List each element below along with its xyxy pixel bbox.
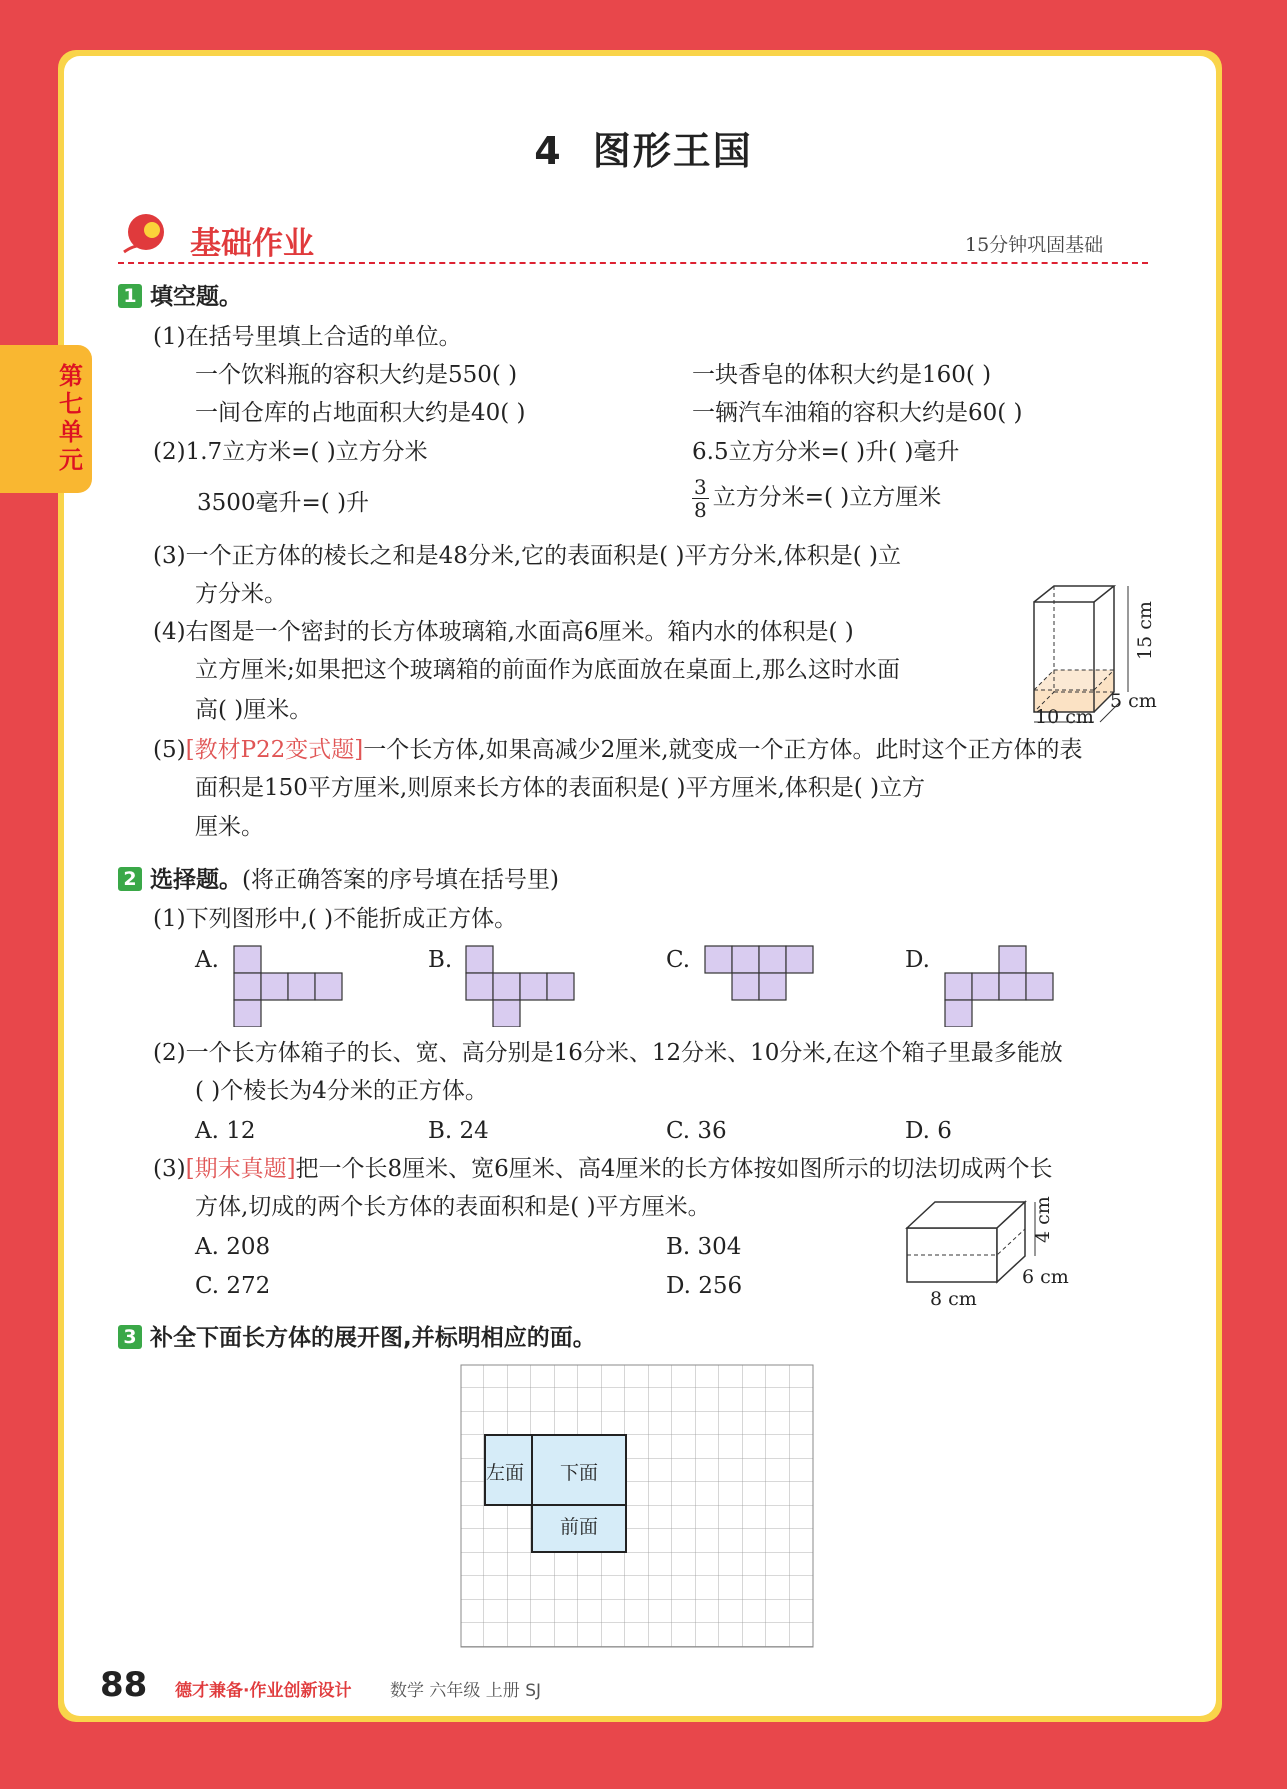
q2-p3-opt-a: A. 208	[195, 1234, 271, 1260]
q2-p3-opt-b: B. 304	[666, 1234, 742, 1260]
net-c	[704, 945, 816, 1001]
q2-opt-a: A.	[195, 947, 219, 973]
q2-opt-c: C.	[666, 947, 691, 973]
q2-p2-opt-a: A. 12	[195, 1118, 256, 1144]
q2-p3-tag: [期末真题]	[185, 1156, 296, 1182]
q1-p3-b: 方分米。	[195, 581, 287, 607]
q2-opt-b: B.	[428, 947, 453, 973]
q1-p1-c: 一间仓库的占地面积大约是40( )	[195, 400, 526, 426]
box-depth-label: 5 cm	[1110, 690, 1157, 712]
q1-p4-c: 高( )厘米。	[195, 697, 313, 723]
fraction-denominator: 8	[694, 498, 707, 522]
cube-depth-label: 6 cm	[1022, 1266, 1069, 1288]
q1-p1-a: 一个饮料瓶的容积大约是550( )	[195, 362, 518, 388]
q2-p3-prefix: (3)	[153, 1156, 186, 1182]
q1-p4-b: 立方厘米;如果把这个玻璃箱的前面作为底面放在桌面上,那么这时水面	[195, 657, 901, 683]
net-b	[465, 945, 577, 1027]
q2-p2-opt-b: B. 24	[428, 1118, 489, 1144]
cube-height-label: 4 cm	[1032, 1196, 1054, 1243]
q2-p3-b: 方体,切成的两个长方体的表面积和是( )平方厘米。	[195, 1194, 711, 1220]
fraction	[692, 476, 709, 521]
q2-p2-b: ( )个棱长为4分米的正方体。	[195, 1078, 488, 1104]
face-left-label: 左面	[486, 1462, 525, 1484]
unit-tab-label: 第七单元	[59, 362, 83, 474]
q1-p3-a: (3)一个正方体的棱长之和是48分米,它的表面积是( )平方分米,体积是( )立	[153, 543, 901, 569]
q1-p5-a	[153, 735, 1083, 765]
q1-p4-a: (4)右图是一个密封的长方体玻璃箱,水面高6厘米。箱内水的体积是( )	[153, 619, 854, 645]
q2-opt-d: D.	[905, 947, 930, 973]
bulb-icon	[118, 208, 178, 258]
q2-head-note: (将正确答案的序号填在括号里)	[242, 867, 559, 893]
q1-p5-tag: [教材P22变式题]	[185, 737, 364, 763]
q2-p2-opt-c: C. 36	[666, 1118, 727, 1144]
net-a	[233, 945, 345, 1027]
section-divider	[118, 262, 1148, 264]
q3-badge: 3	[118, 1325, 142, 1349]
page-number: 88	[100, 1665, 148, 1705]
q2-p3-a	[153, 1154, 1052, 1184]
q1-p2-b: 6.5立方分米=( )升( )毫升	[692, 439, 960, 465]
box-width-label: 10 cm	[1035, 706, 1094, 728]
q1-heading	[118, 282, 242, 312]
q1-p1-d: 一辆汽车油箱的容积大约是60( )	[692, 400, 1023, 426]
q2-p3-text: 把一个长8厘米、宽6厘米、高4厘米的长方体按如图所示的切法切成两个长	[295, 1156, 1053, 1182]
fraction-numerator: 3	[694, 475, 707, 499]
face-bottom-label: 下面	[560, 1462, 599, 1484]
cube-width-label: 8 cm	[930, 1288, 977, 1310]
q2-head: 选择题。	[150, 867, 242, 893]
grid-paper	[460, 1364, 817, 1649]
q1-badge: 1	[118, 284, 142, 308]
q1-p1-b: 一块香皂的体积大约是160( )	[692, 362, 992, 388]
section-title: 基础作业	[190, 226, 314, 262]
page-title	[0, 120, 1287, 175]
q2-p2-a: (2)一个长方体箱子的长、宽、高分别是16分米、12分米、10分米,在这个箱子里最多能放	[153, 1040, 1063, 1066]
q2-heading	[118, 865, 559, 895]
title-text: 图形王国	[592, 129, 753, 173]
q2-p3-opt-c: C. 272	[195, 1273, 271, 1299]
section-note: 15分钟巩固基础	[965, 234, 1104, 256]
q1-p2-d	[692, 476, 941, 521]
q1-p5-prefix: (5)	[153, 737, 186, 763]
footer-info: 数学 六年级 上册 SJ	[390, 1681, 542, 1701]
q1-p5-text: 一个长方体,如果高减少2厘米,就变成一个正方体。此时这个正方体的表	[363, 737, 1083, 763]
q2-p3-opt-d: D. 256	[666, 1273, 743, 1299]
q1-p2-a: (2)1.7立方米=( )立方分米	[153, 439, 428, 465]
box-height-label: 15 cm	[1134, 601, 1156, 660]
q1-p2-d-text: 立方分米=( )立方厘米	[712, 484, 942, 511]
face-front-label: 前面	[560, 1516, 599, 1538]
q1-p5-c: 厘米。	[195, 814, 264, 840]
q3-head: 补全下面长方体的展开图,并标明相应的面。	[150, 1325, 596, 1351]
q1-p2-c: 3500毫升=( )升	[197, 490, 370, 516]
q2-p2-opt-d: D. 6	[905, 1118, 952, 1144]
q3-heading	[118, 1323, 596, 1353]
q2-p1-stem: (1)下列图形中,( )不能折成正方体。	[153, 906, 518, 932]
q1-p5-b: 面积是150平方厘米,则原来长方体的表面积是( )平方厘米,体积是( )立方	[195, 775, 926, 801]
q2-badge: 2	[118, 867, 142, 891]
title-number: 4	[534, 129, 563, 173]
q1-head: 填空题。	[150, 284, 242, 310]
q1-p1-stem: (1)在括号里填上合适的单位。	[153, 324, 462, 350]
net-d	[944, 945, 1056, 1027]
footer-brand: 德才兼备·作业创新设计	[175, 1681, 352, 1701]
